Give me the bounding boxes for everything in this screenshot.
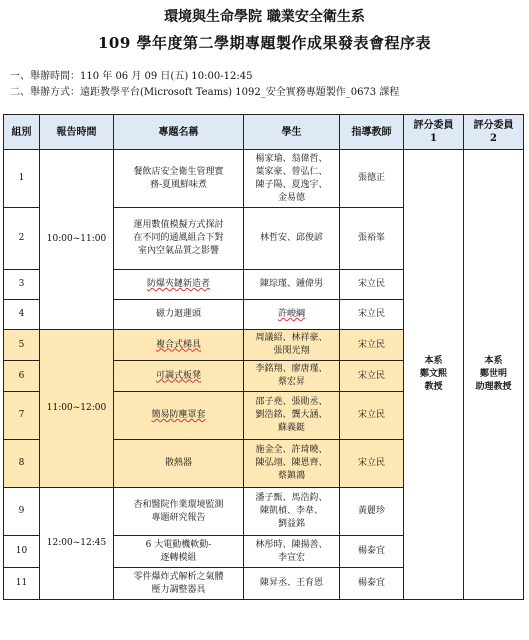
document-title: 109 學年度第二學期專題製作成果發表會程序表 (97, 34, 432, 52)
advisor-cell: 黃麗珍 (340, 488, 404, 536)
group-cell: 5 (4, 330, 40, 361)
table-header-row (4, 115, 524, 150)
title-cell: 杏和醫院作業環境監測 專題研究報告 (114, 488, 244, 536)
students-cell: 施金全、許琦曉、 陳弘翊、陳恩齊、 蔡鎮鴻 (244, 440, 340, 488)
title-cell: 可調式板凳 (114, 361, 244, 392)
col-header-title: 專題名稱 (114, 115, 244, 150)
title-cell: 簡易防塵罩套 (114, 392, 244, 440)
group-cell: 11 (4, 568, 40, 600)
group-cell: 4 (4, 300, 40, 330)
event-time: 一、舉辦時間：110 年 06 月 09 日(五) 10:00-12:45 (10, 71, 253, 82)
advisor-cell: 張裕峯 (340, 208, 404, 270)
title-cell: 磁力迴蓮頭 (114, 300, 244, 330)
group-cell: 3 (4, 270, 40, 300)
advisor-cell: 宋立民 (340, 330, 404, 361)
advisor-cell: 宋立民 (340, 392, 404, 440)
committee-2-cell: 本系 鄭世明 助理教授 (464, 150, 524, 600)
students-cell: 李銘翔、廖唐瑾、 蔡宏昇 (244, 361, 340, 392)
col-header-group: 組別 (4, 115, 40, 150)
title-cell: 散熱器 (114, 440, 244, 488)
advisor-cell: 楊泰宜 (340, 568, 404, 600)
students-cell: 楊家瑜、翁偉哲、 葉家豪、曾弘仁、 陳子陽、夏逸宇、 金易德 (244, 150, 340, 208)
group-cell: 2 (4, 208, 40, 270)
title-cell: 零件爆炸式解析之氣體 壓力調整器具 (114, 568, 244, 600)
col-header-time: 報告時間 (40, 115, 114, 150)
students-cell: 陳昇丞、王育恩 (244, 568, 340, 600)
title-cell: 防爆夾鏈新造者 (114, 270, 244, 300)
advisor-cell: 宋立民 (340, 440, 404, 488)
time-slot-cell: 10:00~11:00 (40, 150, 114, 330)
title-cell: 6 大電動機軟動- 逐轉模組 (114, 536, 244, 568)
school-title: 環境與生命學院 職業安全衛生系 (164, 9, 365, 25)
students-cell: 許峻綱 (244, 300, 340, 330)
title-cell: 複合式梯具 (114, 330, 244, 361)
advisor-cell: 宋立民 (340, 361, 404, 392)
students-cell: 邵子堯、張勛丞、 劉浩銘、龔大涵、 蘇義鋌 (244, 392, 340, 440)
schedule-table (3, 114, 524, 600)
students-cell: 周議紹、林祥豪、 張閔光翔 (244, 330, 340, 361)
committee-1-cell: 本系 鄭文熙 教授 (404, 150, 464, 600)
title-cell: 運用數值模擬方式探討 在不同的通風組合下對 室內空氣品質之影響 (114, 208, 244, 270)
group-cell: 9 (4, 488, 40, 536)
table-row (4, 150, 524, 208)
advisor-cell: 宋立民 (340, 270, 404, 300)
students-cell: 陳琮瑾、鍾偉男 (244, 270, 340, 300)
title-cell: 餐飲店安全衛生管理實 務-夏風鮮味煮 (114, 150, 244, 208)
advisor-cell: 宋立民 (340, 300, 404, 330)
group-cell: 7 (4, 392, 40, 440)
col-header-committee-2: 評分委員 2 (464, 115, 524, 150)
time-slot-cell: 12:00~12:45 (40, 488, 114, 600)
event-method: 二、舉辦方式：遠距教學平台(Microsoft Teams) 1092_安全實務專題製作_0673 課程 (10, 87, 400, 98)
group-cell: 1 (4, 150, 40, 208)
students-cell: 林彤時、陳揚善、 李宣宏 (244, 536, 340, 568)
time-slot-cell: 11:00~12:00 (40, 330, 114, 488)
col-header-committee-1: 評分委員 1 (404, 115, 464, 150)
advisor-cell: 張德正 (340, 150, 404, 208)
group-cell: 10 (4, 536, 40, 568)
col-header-advisor: 指導教師 (340, 115, 404, 150)
students-cell: 潘子甄、馬浩鈞、 陳凱楨、李韋、 劉益銘 (244, 488, 340, 536)
advisor-cell: 楊泰宜 (340, 536, 404, 568)
students-cell: 林哲安、邱俊諺 (244, 208, 340, 270)
group-cell: 6 (4, 361, 40, 392)
col-header-students: 學生 (244, 115, 340, 150)
group-cell: 8 (4, 440, 40, 488)
